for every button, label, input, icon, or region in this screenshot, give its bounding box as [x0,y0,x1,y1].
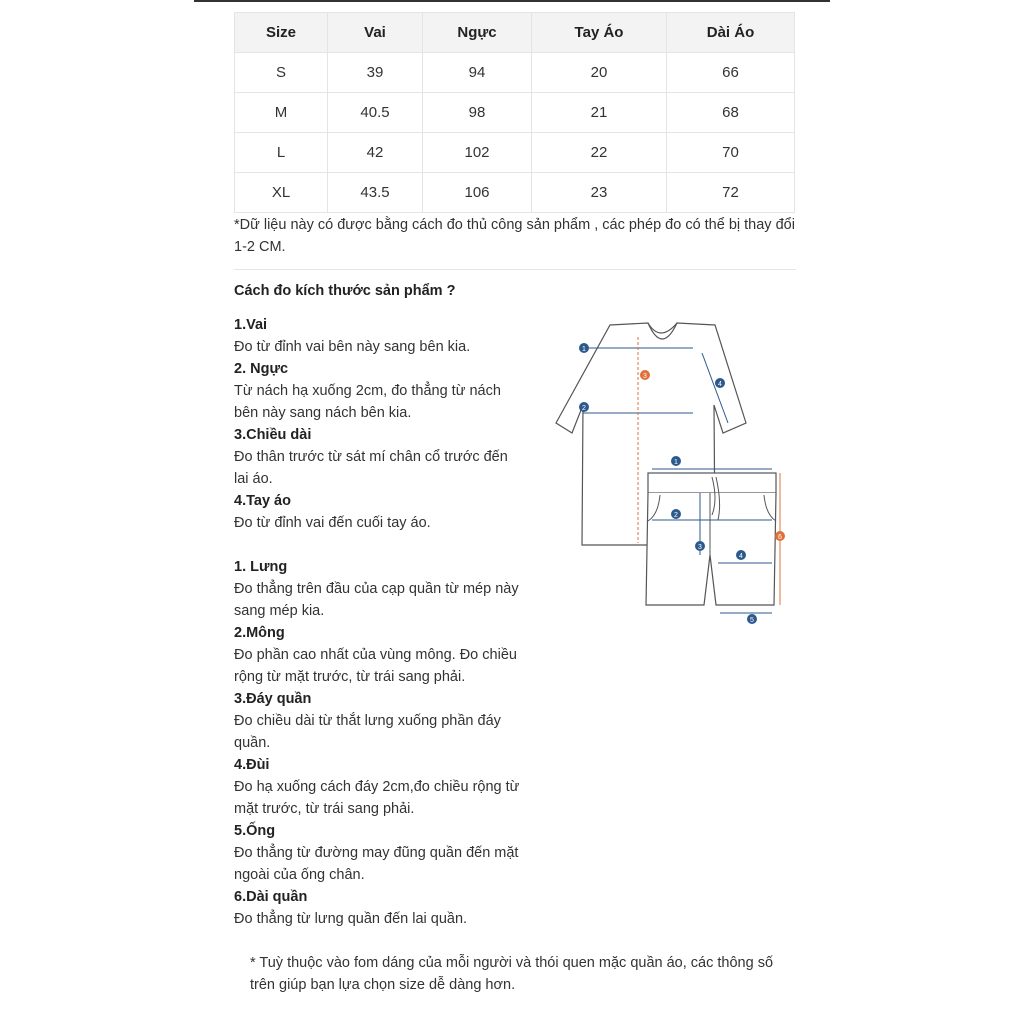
table-row [235,173,795,213]
guide-desc-chest: Từ nách hạ xuống 2cm, đo thẳng từ nách bên này sang nách bên kia. [234,383,501,421]
table-cell: 72 [667,173,795,213]
header-sleeve: Tay Áo [532,13,667,53]
table-cell: XL [235,173,328,213]
shirt-marker-label: 3 [643,373,647,380]
size-table [234,12,795,213]
sleeve-line [702,353,728,423]
shirt-marker-label: 4 [718,381,722,388]
table-cell: 21 [532,93,667,133]
shirt-marker-label: 2 [582,405,586,412]
table-row [235,133,795,173]
measurement-note: *Dữ liệu này có được bằng cách đo thủ công sản phẩm , các phép đo có thể bị thay đổi 1-2 CM. [234,217,795,255]
header-chest: Ngực [423,13,532,53]
guide-desc-sleeve: Đo từ đỉnh vai đến cuối tay áo. [234,515,431,531]
table-cell: 40.5 [328,93,423,133]
top-divider [194,0,830,2]
howto-title: Cách đo kích thước sản phẩm ? [234,283,456,299]
table-cell: 39 [328,53,423,93]
guide-title-length: 3.Chiều dài [234,427,312,443]
table-cell: 102 [423,133,532,173]
size-table-header [235,13,795,53]
table-row [235,53,795,93]
table-cell: S [235,53,328,93]
guide-title-leg-opening: 5.Ống [234,823,276,839]
guide-title-waist: 1. Lưng [234,559,288,575]
guide-title-pants-length: 6.Dài quần [234,889,308,905]
guide-desc-waist: Đo thẳng trên đầu của cạp quần từ mép này sang mép kia. [234,581,519,619]
shorts-marker-1 [671,456,681,466]
guide-desc-thigh: Đo hạ xuống cách đáy 2cm,đo chiều rộng từ mặt trước, từ trái sang phải. [234,779,520,817]
guide-desc-rise: Đo chiều dài từ thắt lưng xuống phần đáy quần. [234,713,501,751]
table-cell: 23 [532,173,667,213]
table-row [235,93,795,133]
guide-desc-pants-length: Đo thẳng từ lưng quần đến lai quần. [234,911,468,927]
table-cell: 68 [667,93,795,133]
guide-title-chest: 2. Ngực [234,361,289,377]
shorts-marker-label: 4 [739,553,743,560]
shorts-marker-3 [695,541,705,551]
table-cell: 43.5 [328,173,423,213]
shorts-waistband [648,473,776,493]
table-cell: 98 [423,93,532,133]
table-cell: 22 [532,133,667,173]
footnote: * Tuỳ thuộc vào fom dáng của mỗi người và thói quen mặc quần áo, các thông số trên giúp bạn lựa chọn size dễ dàng hơn. [250,955,774,993]
shorts-marker-label: 2 [674,512,678,519]
table-cell: 20 [532,53,667,93]
shorts-marker-label: 5 [750,617,754,624]
guide-title-rise: 3.Đáy quần [234,691,312,707]
table-cell: L [235,133,328,173]
shorts-marker-2 [671,509,681,519]
table-cell: 106 [423,173,532,213]
shorts-marker-label: 1 [674,459,678,466]
shorts-marker-5 [747,614,757,624]
table-cell: M [235,93,328,133]
shirt-marker-2 [579,402,589,412]
guide-desc-hip: Đo phần cao nhất của vùng mông. Đo chiều rộng từ mặt trước, từ trái sang phải. [234,647,517,685]
guide-title-shoulder: 1.Vai [234,317,268,333]
shorts-outline [646,493,776,605]
shirt-marker-3 [640,370,650,380]
shirt-marker-label: 1 [582,346,586,353]
header-shoulder: Vai [328,13,423,53]
shorts-marker-label: 3 [698,544,702,551]
table-cell: 66 [667,53,795,93]
shirt-marker-1 [579,343,589,353]
guide-title-thigh: 4.Đùi [234,757,270,773]
guide-desc-length: Đo thân trước từ sát mí chân cổ trước đến lai áo. [234,449,508,487]
tshirt-collar [648,323,677,339]
guide-title-hip: 2.Mông [234,625,285,641]
guide-spacer [234,534,524,556]
shorts-marker-6 [775,531,785,541]
header-length: Dài Áo [667,13,795,53]
section-divider [234,269,796,270]
shorts-marker-label: 6 [778,534,782,541]
shirt-marker-4 [715,378,725,388]
table-cell: 94 [423,53,532,93]
table-cell: 42 [328,133,423,173]
table-cell: 70 [667,133,795,173]
measurement-guide [234,314,524,930]
guide-title-sleeve: 4.Tay áo [234,493,291,509]
guide-desc-shoulder: Đo từ đỉnh vai bên này sang bên kia. [234,339,471,355]
measurement-illustration [540,315,800,635]
guide-desc-leg-opening: Đo thẳng từ đường may đũng quần đến mặt ngoài của ống chân. [234,845,519,883]
header-size: Size [235,13,328,53]
shorts-marker-4 [736,550,746,560]
